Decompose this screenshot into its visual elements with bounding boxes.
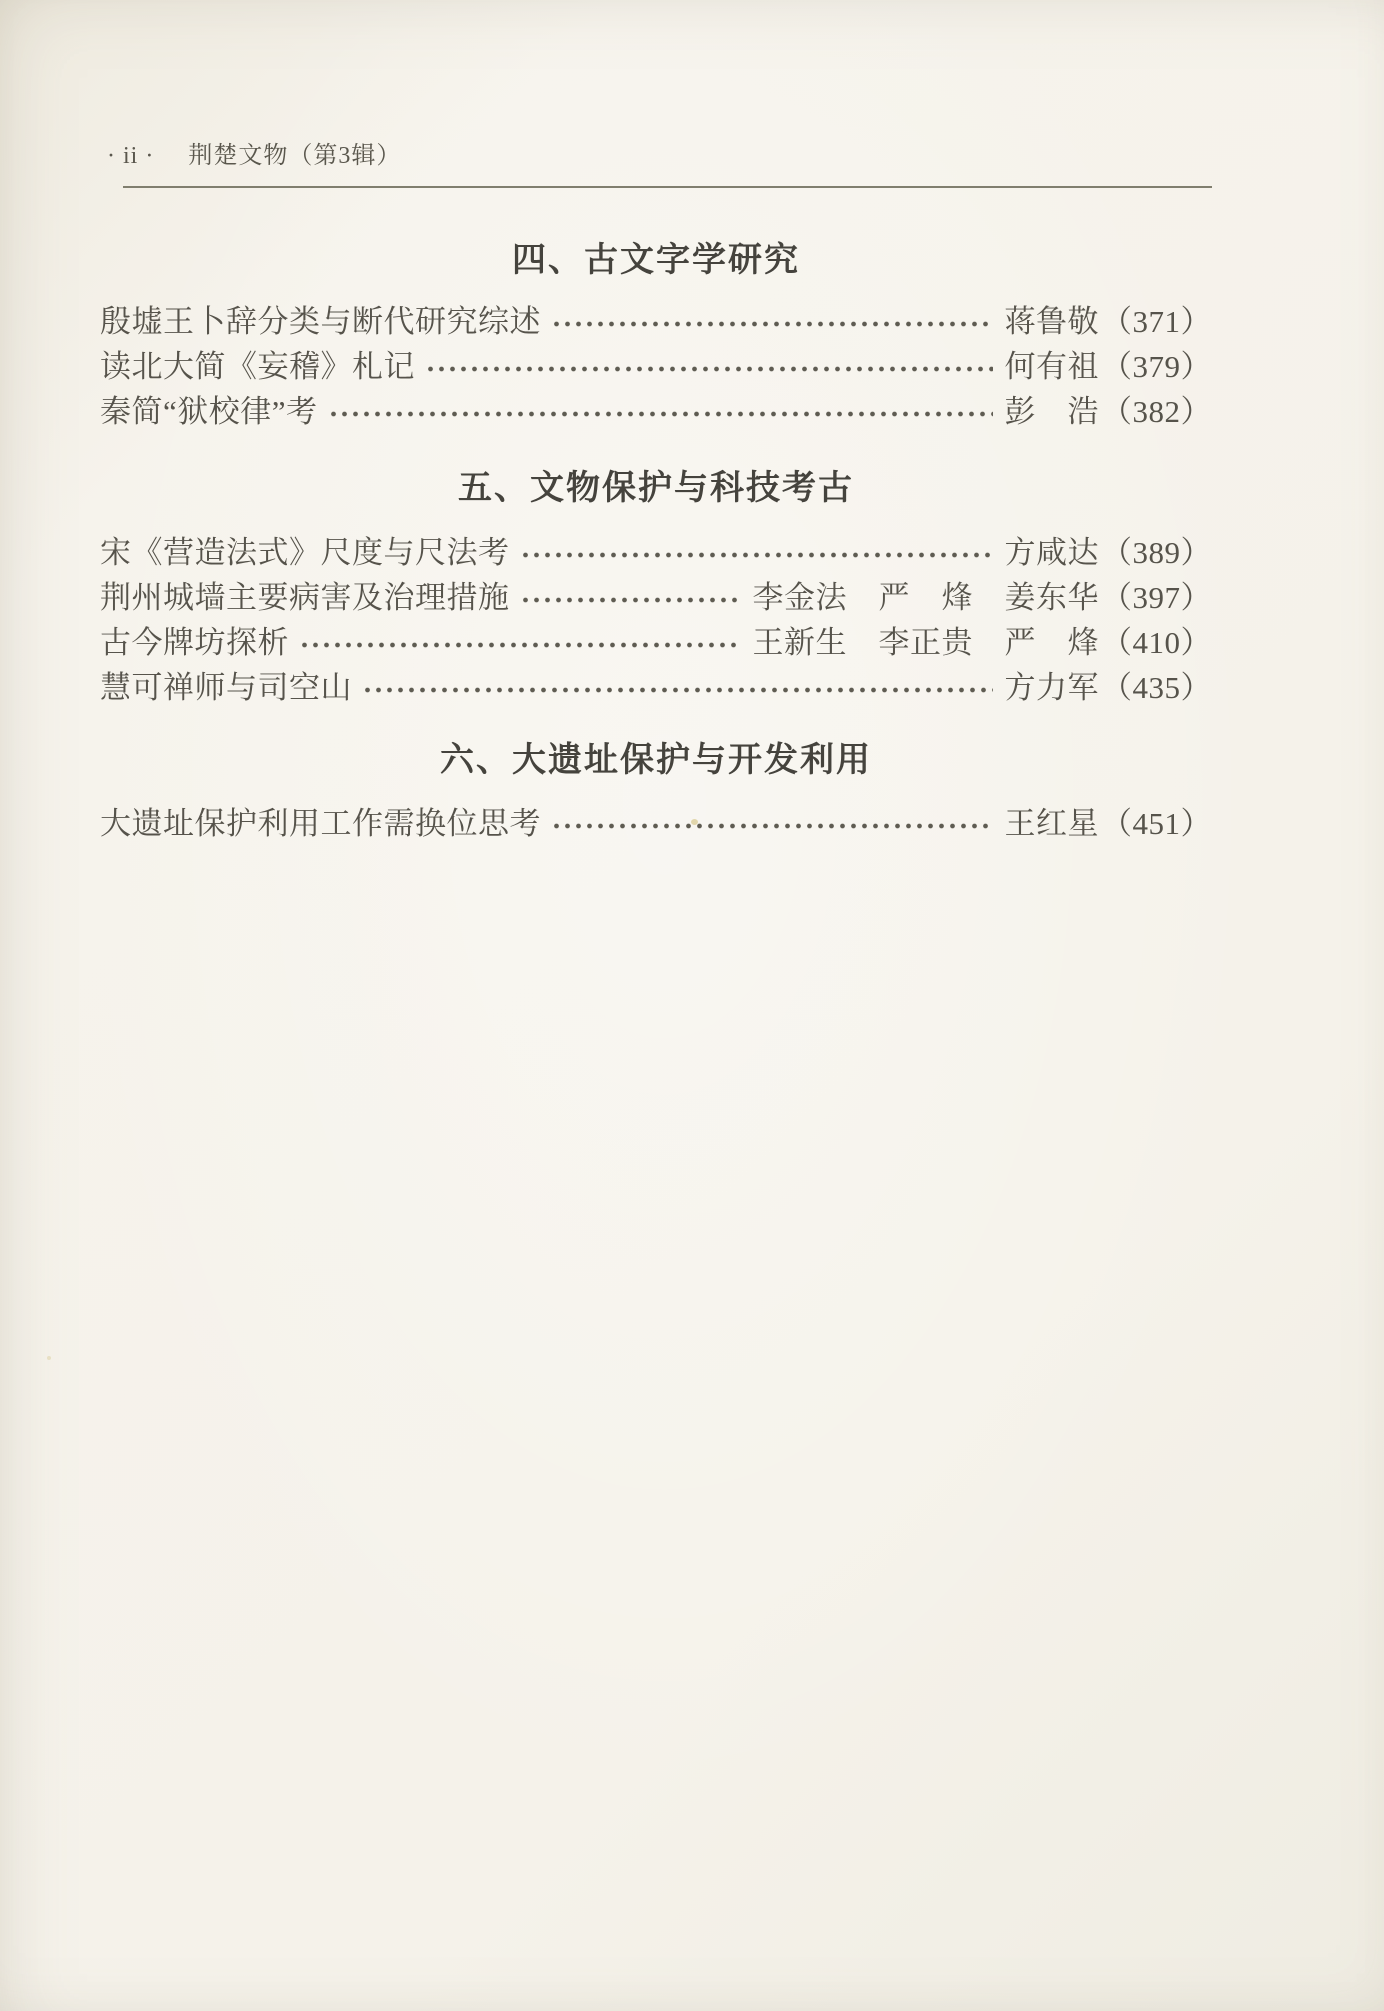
entry-page: （435） xyxy=(1101,670,1212,705)
toc-entry xyxy=(100,299,1212,344)
entry-title: 宋《营造法式》尺度与尺法考 xyxy=(100,535,510,570)
author-names: 李金法 严 烽 姜东华 xyxy=(752,580,1099,615)
section-title: 六、大遗址保护与开发利用 xyxy=(440,740,872,780)
book-title: 荆楚文物（第3辑） xyxy=(188,143,402,169)
dot-leader xyxy=(520,550,993,560)
entry-author xyxy=(1005,665,1213,710)
entry-title: 读北大简《妄稽》札记 xyxy=(100,349,415,384)
toc-content xyxy=(100,0,1212,846)
entry-page: （389） xyxy=(1101,535,1212,570)
entry-page: （451） xyxy=(1101,806,1212,841)
running-header xyxy=(107,141,1212,171)
entry-page: （410） xyxy=(1101,625,1212,660)
toc-entry xyxy=(100,801,1212,846)
entry-page: （379） xyxy=(1101,349,1212,384)
author-names: 王红星 xyxy=(1004,806,1099,841)
toc-entries xyxy=(100,801,1212,846)
author-names: 方咸达 xyxy=(1004,535,1099,570)
section-title: 五、文物保护与科技考古 xyxy=(458,468,854,508)
entry-title: 荆州城墙主要病害及治理措施 xyxy=(100,580,510,615)
entry-page: （397） xyxy=(1101,580,1212,615)
entry-title: 大遗址保护利用工作需换位思考 xyxy=(100,806,541,841)
dot-leader xyxy=(551,821,993,831)
dot-leader xyxy=(299,640,741,650)
entry-page: （382） xyxy=(1101,394,1212,429)
dot-leader xyxy=(328,409,993,419)
entry-author xyxy=(1005,299,1213,344)
entry-author xyxy=(753,620,1213,665)
author-names: 何有祖 xyxy=(1004,349,1099,384)
toc-entry xyxy=(100,665,1212,710)
toc-entry xyxy=(100,530,1212,575)
dot-leader xyxy=(520,595,741,605)
entry-title: 古今牌坊探析 xyxy=(100,625,289,660)
entry-author xyxy=(1005,389,1213,434)
entry-author xyxy=(1005,530,1213,575)
author-names: 王新生 李正贵 严 烽 xyxy=(752,625,1099,660)
entry-title: 殷墟王卜辞分类与断代研究综述 xyxy=(100,304,541,339)
entry-author xyxy=(753,575,1213,620)
dot-leader xyxy=(362,685,993,695)
toc-entries xyxy=(100,299,1212,434)
toc-entries xyxy=(100,530,1212,710)
entry-page: （371） xyxy=(1101,304,1212,339)
author-names: 彭 浩 xyxy=(1004,394,1099,429)
dot-leader xyxy=(425,364,993,374)
entry-title: 慧可禅师与司空山 xyxy=(100,670,352,705)
section-title: 四、古文字学研究 xyxy=(512,240,800,280)
toc-entry xyxy=(100,575,1212,620)
toc-entry xyxy=(100,389,1212,434)
author-names: 蒋鲁敬 xyxy=(1004,304,1099,339)
entry-title: 秦简“狱校律”考 xyxy=(100,394,318,429)
dot-leader xyxy=(551,319,993,329)
paper-speck xyxy=(691,819,698,825)
paper-speck xyxy=(47,1356,51,1360)
toc-entry xyxy=(100,344,1212,389)
toc-entry xyxy=(100,620,1212,665)
author-names: 方力军 xyxy=(1004,670,1099,705)
page-marker: · ii · xyxy=(107,143,155,169)
header-rule xyxy=(123,186,1212,188)
entry-author xyxy=(1005,801,1213,846)
entry-author xyxy=(1005,344,1213,389)
